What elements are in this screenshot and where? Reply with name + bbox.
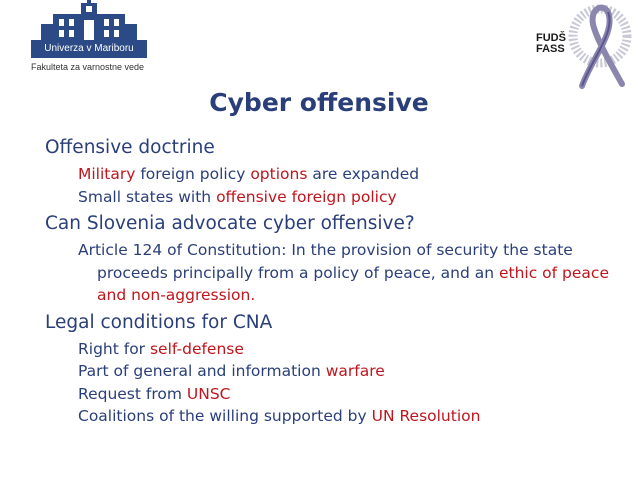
section-heading-legal-conditions: Legal conditions for CNA bbox=[45, 311, 273, 333]
slide-content bbox=[45, 134, 615, 428]
faculty-name: Fakulteta za varnostne vede bbox=[31, 62, 145, 72]
university-name: Univerza v Mariboru bbox=[31, 40, 147, 58]
fass-logo bbox=[534, 0, 634, 92]
bullet-article-124: Article 124 of Constitution: In the provision of security the state proceeds principally from a policy of peace, and an ethic of peace and non-aggression. bbox=[78, 241, 609, 304]
section-heading-slovenia: Can Slovenia advocate cyber offensive? bbox=[45, 213, 415, 234]
bullet-unsc: Request from UNSC bbox=[78, 384, 231, 403]
university-building-icon bbox=[33, 0, 145, 40]
bullet-military-options: Military foreign policy options are expanded bbox=[78, 165, 420, 183]
fass-wordmark bbox=[536, 33, 566, 55]
bullet-small-states: Small states with offensive foreign policy bbox=[78, 187, 397, 206]
bullet-warfare: Part of general and information warfare bbox=[78, 362, 385, 380]
university-logo bbox=[31, 0, 161, 70]
slide-title: Cyber offensive bbox=[209, 88, 429, 117]
fass-line-2: FASS bbox=[536, 43, 565, 55]
bullet-un-resolution: Coalitions of the willing supported by UN Resolution bbox=[78, 407, 481, 425]
bullet-self-defense: Right for self-defense bbox=[78, 339, 244, 358]
fass-line-1: FUDŠ bbox=[536, 32, 566, 44]
section-heading-offensive-doctrine: Offensive doctrine bbox=[45, 137, 215, 158]
ribbon-seal-icon bbox=[568, 0, 632, 90]
